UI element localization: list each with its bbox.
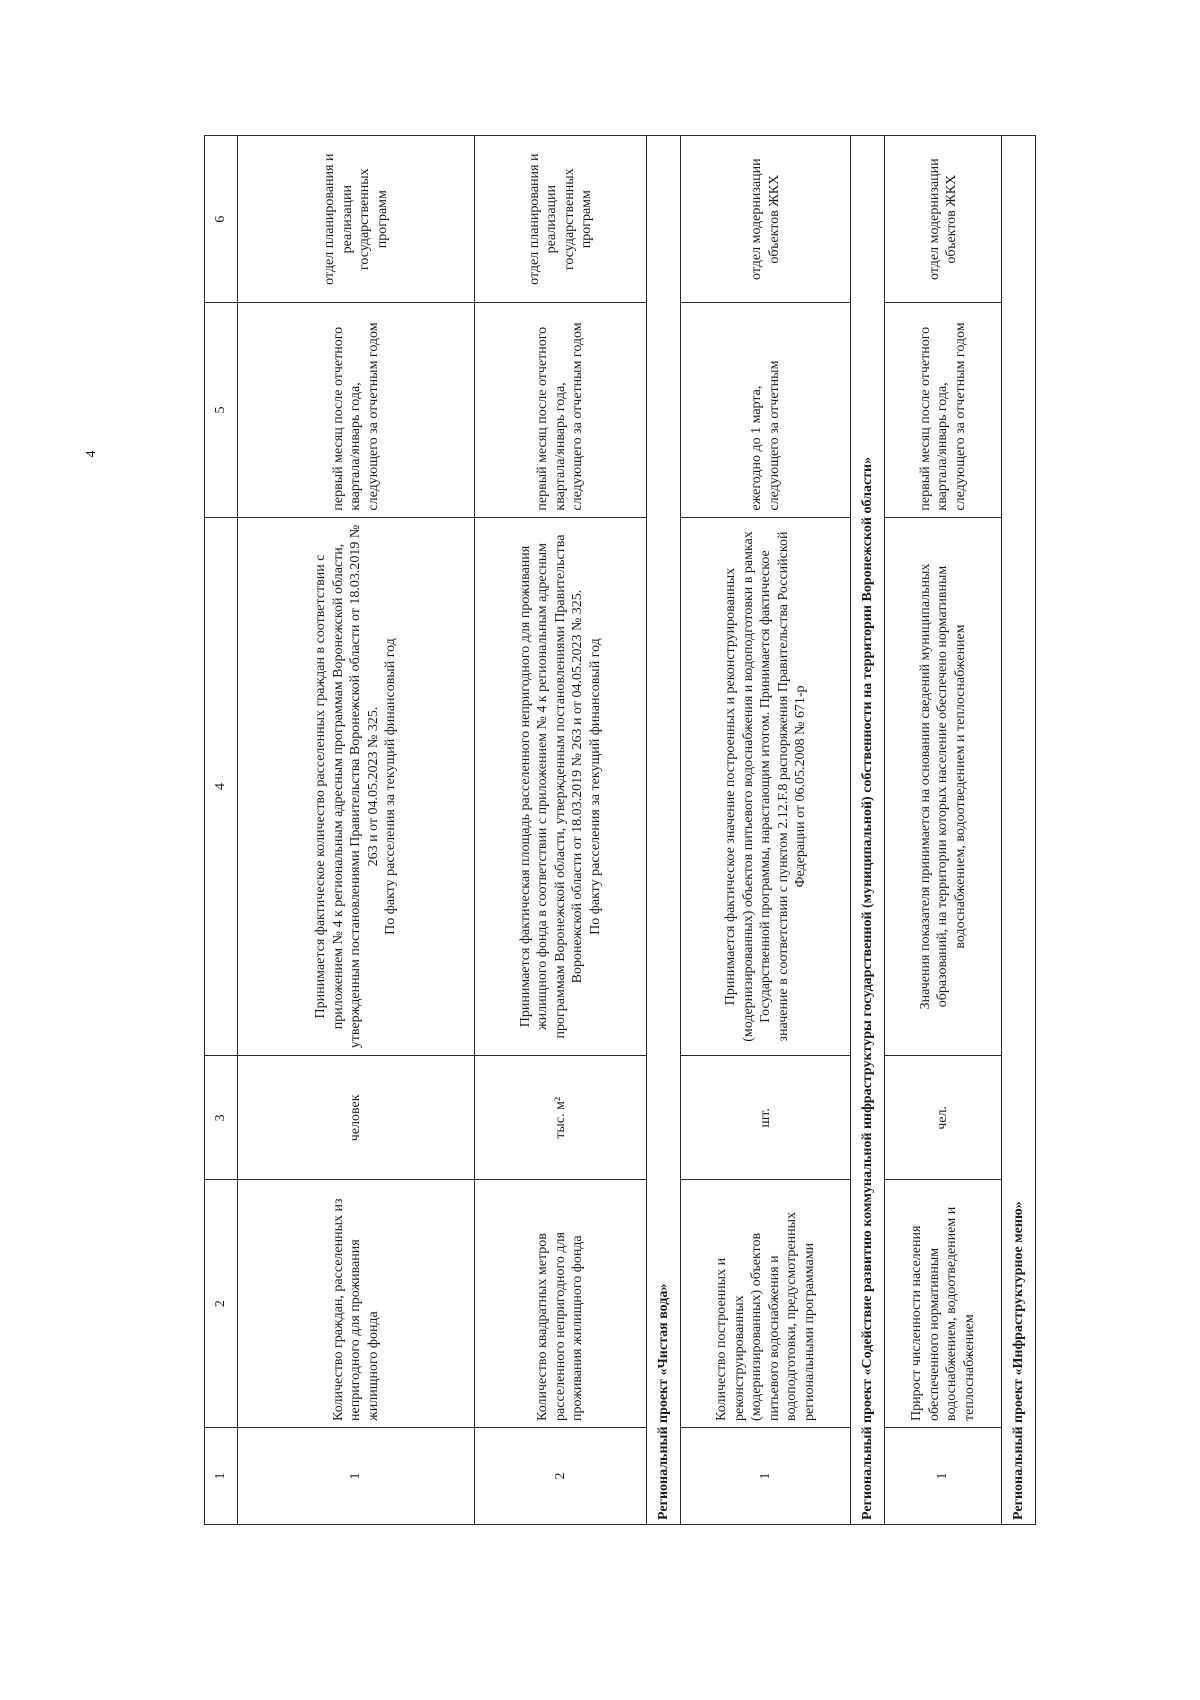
- row-number: 1: [681, 1427, 851, 1524]
- section-title: Региональный проект «Инфраструктурное меню»: [1001, 136, 1035, 1525]
- indicator-name: Прирост численности населения обеспеченного нормативным водоснабжением, водоотведением и теплоснабжением: [885, 1180, 1001, 1428]
- section-title: Региональный проект «Чистая вода»: [647, 136, 681, 1525]
- calculation-method: [885, 517, 1001, 1056]
- table-row: [475, 136, 647, 1525]
- unit: человек: [238, 1056, 475, 1180]
- responsible-unit: отдел модернизации объектов ЖКХ: [885, 136, 1001, 303]
- header-col-3: 3: [205, 1056, 238, 1180]
- indicators-table: [204, 135, 1036, 1525]
- section-row: [1001, 136, 1035, 1525]
- calculation-method: [681, 517, 851, 1056]
- method-text: Принимается фактическая площадь расселенного непригодного для проживания жилищного фонда в соответствии с приложением № 4 к региональным адресным программам Воронежской области, утвержденным постановлениями Правительства Воронежской области от 18.03.2019 № 263 и от 04.05.2023 № 325.: [517, 534, 586, 1039]
- responsible-unit: отдел планирования и реализации государственных программ: [475, 136, 647, 303]
- row-number: 1: [885, 1427, 1001, 1524]
- section-row: [647, 136, 681, 1525]
- reporting-timing: ежегодно до 1 марта, следующего за отчетным: [681, 303, 851, 517]
- method-note: По факту расселения за текущий финансовый год: [383, 638, 399, 935]
- row-number: 2: [475, 1427, 647, 1524]
- calculation-method: [238, 517, 475, 1056]
- rotated-page-content: [204, 135, 1036, 1525]
- section-row: [851, 136, 885, 1525]
- reporting-timing: первый месяц после отчетного квартала/январь года, следующего за отчетным годом: [885, 303, 1001, 517]
- indicator-name: Количество квадратных метров расселенного непригодного для проживания жилищного фонда: [475, 1180, 647, 1428]
- header-col-5: 5: [205, 303, 238, 517]
- table-row: [238, 136, 475, 1525]
- row-number: 1: [238, 1427, 475, 1524]
- unit: чел.: [885, 1056, 1001, 1180]
- page-number: 4: [84, 450, 99, 458]
- method-note: По факту расселения за текущий финансовый год: [587, 638, 603, 935]
- reporting-timing: первый месяц после отчетного квартала/январь года, следующего за отчетным годом: [238, 303, 475, 517]
- table-row: [681, 136, 851, 1525]
- method-text: Принимается фактическое значение построенных и реконструированных (модернизированных) объектов питьевого водоснабжения и водоподготовки в рамках Государственной программы, нарастающим итогом. Принимается фактическое значение в соответствии с пунктом 2.12.F.8 распоряжения Правительства Российской Федерации от 06.05.2008 № 671-р: [723, 531, 809, 1042]
- header-col-1: 1: [205, 1427, 238, 1524]
- indicator-name: Количество граждан, расселенных из непригодного для проживания жилищного фонда: [238, 1180, 475, 1428]
- unit: шт.: [681, 1056, 851, 1180]
- table-row: [885, 136, 1001, 1525]
- header-col-4: 4: [205, 517, 238, 1056]
- section-title: Региональный проект «Содействие развитию коммунальной инфраструктуры государственной (муниципальной) собственности на территории Воронежской области»: [851, 136, 885, 1525]
- responsible-unit: отдел планирования и реализации государственных программ: [238, 136, 475, 303]
- reporting-timing: первый месяц после отчетного квартала/январь года, следующего за отчетным годом: [475, 303, 647, 517]
- method-text: Значения показателя принимается на основании сведений муниципальных образований, на территории которых население обеспечено нормативным водоснабжением, водоотведением и теплоснабжением: [917, 563, 968, 1010]
- indicator-name: Количество построенных и реконструированных (модернизированных) объектов питьевого водоснабжения и водоподготовки, предусмотренных региональными программами: [681, 1180, 851, 1428]
- header-row: [205, 136, 238, 1525]
- header-col-6: 6: [205, 136, 238, 303]
- unit: тыс. м²: [475, 1056, 647, 1180]
- calculation-method: [475, 517, 647, 1056]
- responsible-unit: отдел модернизации объектов ЖКХ: [681, 136, 851, 303]
- method-text: Принимается фактическое количество расселенных граждан в соответствии с приложением № 4 к региональным адресным программам Воронежской области, утвержденным постановлениями Правительства Воронежской области от 18.03.2019 № 263 и от 04.05.2023 № 325.: [313, 524, 381, 1049]
- header-col-2: 2: [205, 1180, 238, 1428]
